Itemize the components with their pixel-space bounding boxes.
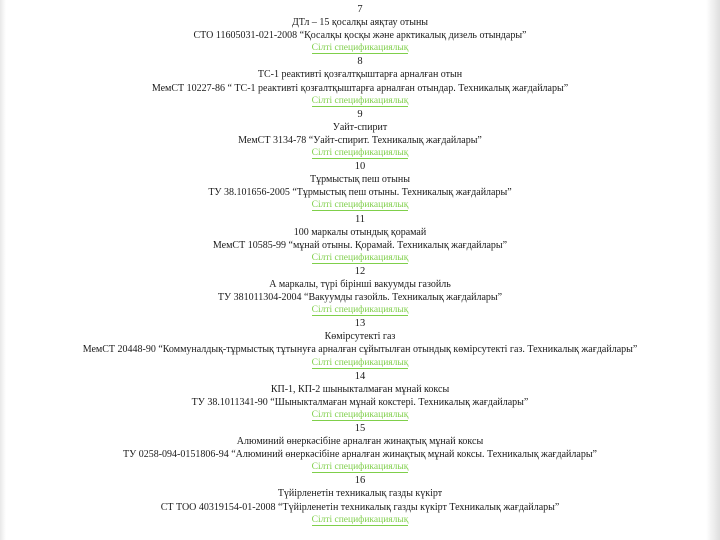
standard-code: ТУ 381011304-2004 “Вакуумды газойль. Техникалық жағдайлары”	[217, 292, 503, 304]
list-item	[0, 370, 720, 422]
specification-link[interactable]: Сілті спецификациялық	[311, 200, 409, 211]
standard-code: СТО 11605031-021-2008 “Қосалқы қосқы және арктикалық дизель отындары”	[193, 30, 527, 42]
specification-link[interactable]: Сілті спецификациялық	[311, 409, 409, 420]
standard-code: ТУ 38.1011341-90 “Шыныкталмаған мұнай кокстері. Техникалық жағдайлары”	[191, 396, 529, 408]
product-name: Тұрмыстық пеш отыны	[310, 174, 410, 186]
product-name: Алюминий өнеркәсібіне арналған жинақтық мұнай коксы	[236, 436, 484, 448]
specification-link[interactable]: Сілті спецификациялық	[311, 43, 409, 54]
product-name: КП-1, КП-2 шыныкталмаған мұнай коксы	[270, 383, 450, 395]
item-number: 7	[357, 4, 363, 15]
list-item	[0, 55, 720, 107]
standard-code: МемСТ 10227-86 “ ТС-1 реактивті қозғалтқыштарға арналған отындар. Техникалық жағдайлары”	[151, 82, 569, 94]
specification-link[interactable]: Сілті спецификациялық	[311, 148, 409, 159]
specification-link[interactable]: Сілті спецификациялық	[311, 305, 409, 316]
standard-code: МемСТ 20448-90 “Коммуналдық-тұрмыстық тұтынуға арналған сұйытылған отындық көмірсутекті газ. Техникалық жағдайлары”	[82, 344, 638, 356]
item-number: 12	[354, 265, 366, 277]
list-item	[0, 3, 720, 55]
item-number: 10	[354, 161, 366, 173]
list-item	[0, 474, 720, 526]
standard-code: СТ ТОО 40319154-01-2008 “Түйірленетін техникалық газды күкірт Техникалық жағдайлары”	[160, 501, 560, 513]
specification-link[interactable]: Сілті спецификациялық	[311, 252, 409, 263]
list-item	[0, 265, 720, 317]
standard-code: ТУ 0258-094-0151806-94 “Алюминий өнеркәсібіне арналған жинақтық мұнай коксы. Техникалық жағдайлары”	[123, 449, 597, 461]
specification-link[interactable]: Сілті спецификациялық	[311, 514, 409, 525]
item-number: 9	[357, 108, 363, 120]
list-item	[0, 213, 720, 265]
item-number: 8	[357, 56, 363, 68]
standard-code: ТУ 38.101656-2005 “Тұрмыстық пеш отыны. Техникалық жағдайлары”	[208, 187, 512, 199]
product-name: Уайт-спирит	[332, 121, 388, 133]
product-name: ТС-1 реактивті қозғалтқыштарға арналған отын	[257, 69, 463, 81]
product-list	[0, 3, 720, 527]
item-number: 16	[354, 475, 366, 487]
specification-link[interactable]: Сілті спецификациялық	[311, 462, 409, 473]
specification-link[interactable]: Сілті спецификациялық	[311, 95, 409, 106]
product-name: 100 маркалы отындық қорамай	[293, 226, 427, 238]
item-number: 14	[354, 370, 366, 382]
item-number: 13	[354, 318, 366, 330]
product-name: Түйірленетін техникалық газды күкірт	[277, 488, 443, 500]
specification-link[interactable]: Сілті спецификациялық	[311, 357, 409, 368]
product-name: ДТл – 15 қосалқы аяқтау отыны	[291, 17, 429, 29]
list-item	[0, 422, 720, 474]
standard-code: МемСТ 10585-99 “мұнай отыны. Қорамай. Техникалық жағдайлары”	[212, 239, 508, 251]
standard-code: МемСТ 3134-78 “Уайт-спирит. Техникалық жағдайлары”	[238, 134, 482, 146]
item-number: 11	[354, 213, 366, 225]
item-number: 15	[354, 423, 366, 434]
product-name: Көмірсутекті газ	[324, 331, 396, 343]
list-item	[0, 160, 720, 212]
list-item	[0, 108, 720, 160]
product-name: А маркалы, түрі бірінші вакуумды газойль	[269, 278, 451, 290]
list-item	[0, 317, 720, 369]
